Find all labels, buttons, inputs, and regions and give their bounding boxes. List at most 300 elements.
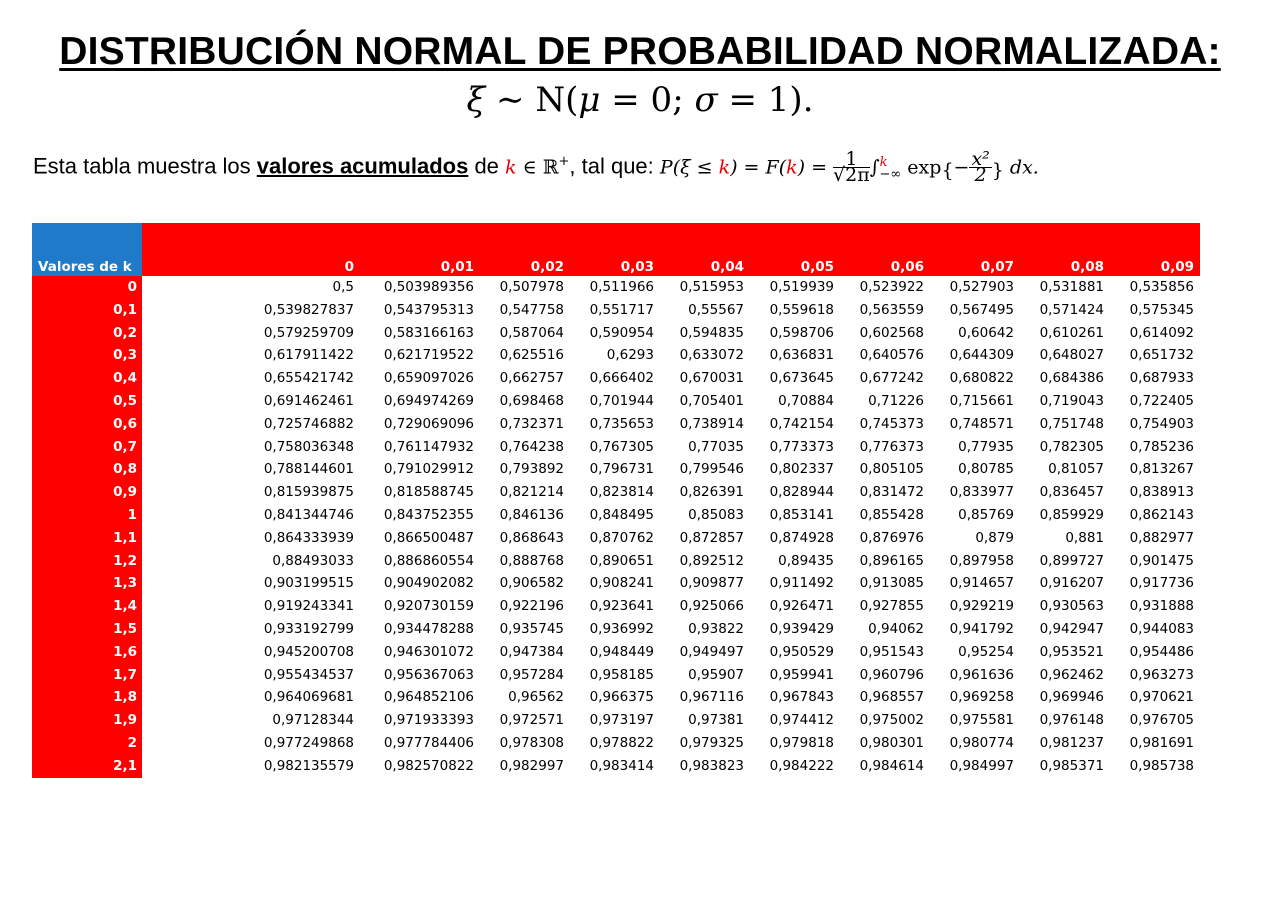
table-cell: 0,843752355	[383, 506, 474, 523]
table-cell: 0,930563	[1039, 598, 1104, 615]
table-cell: 0,927855	[859, 598, 924, 615]
row-header-k: 2,1	[32, 755, 142, 778]
table-row	[32, 344, 1200, 367]
table-cell: 0,957284	[499, 666, 564, 683]
table-cell: 0,94062	[868, 620, 924, 637]
row-header-k: 0,2	[32, 322, 142, 345]
table-cell: 0,911492	[769, 575, 834, 592]
table-cell: 0,964069681	[263, 689, 354, 706]
table-cell: 0,972571	[499, 712, 564, 729]
table-cell: 0,823814	[589, 484, 654, 501]
table-cell: 0,967843	[769, 689, 834, 706]
table-cell: 0,951543	[859, 643, 924, 660]
table-cell: 0,698468	[499, 392, 564, 409]
table-cell: 0,888768	[499, 552, 564, 569]
table-header-row	[32, 223, 1200, 276]
table-cell: 0,948449	[589, 643, 654, 660]
plus-symbol: +	[558, 153, 570, 169]
prob-expression: ) =	[797, 156, 834, 179]
table-cell: 0,975002	[859, 712, 924, 729]
table-cell: 0,95907	[688, 666, 744, 683]
table-cell: 0,971933393	[383, 712, 474, 729]
table-cell: 0,742154	[769, 415, 834, 432]
column-header: 0,04	[660, 223, 750, 276]
table-cell: 0,950529	[769, 643, 834, 660]
table-row	[32, 709, 1200, 732]
row-header-k: 1,8	[32, 686, 142, 709]
table-cell: 0,896165	[859, 552, 924, 569]
minus-sign: −	[953, 156, 970, 179]
table-row	[32, 755, 1200, 778]
table-cell: 0,719043	[1039, 392, 1104, 409]
table-cell: 0,503989356	[383, 279, 474, 295]
table-cell: 0,926471	[769, 598, 834, 615]
table-cell: 0,80785	[958, 461, 1014, 478]
table-cell: 0,868643	[499, 529, 564, 546]
table-cell: 0,583166163	[383, 324, 474, 341]
table-cell: 0,966375	[589, 689, 654, 706]
formula-part: = 1).	[728, 80, 814, 120]
table-cell: 0,539827837	[263, 301, 354, 318]
table-cell: 0,916207	[1039, 575, 1104, 592]
table-row	[32, 504, 1200, 527]
table-row	[32, 732, 1200, 755]
table-cell: 0,519939	[769, 279, 834, 295]
table-cell: 0,922196	[499, 598, 564, 615]
table-cell: 0,979325	[679, 734, 744, 751]
integral-symbol	[870, 155, 902, 182]
integral-sign: ∫	[869, 156, 880, 179]
table-cell: 0,866500487	[383, 529, 474, 546]
table-cell: 0,738914	[679, 415, 744, 432]
table-cell: 0,764238	[499, 438, 564, 455]
table-cell: 0,673645	[769, 370, 834, 387]
table-row	[32, 618, 1200, 641]
fraction-numerator: 1	[833, 152, 870, 168]
table-cell: 0,831472	[859, 484, 924, 501]
table-cell: 0,725746882	[263, 415, 354, 432]
table-cell: 0,920730159	[383, 598, 474, 615]
table-cell: 0,872857	[679, 529, 744, 546]
table-cell: 0,853141	[769, 506, 834, 523]
table-cell: 0,901475	[1129, 552, 1194, 569]
table-row	[32, 550, 1200, 573]
table-cell: 0,754903	[1129, 415, 1194, 432]
row-header-k: 0,7	[32, 436, 142, 459]
table-row	[32, 595, 1200, 618]
table-cell: 0,836457	[1039, 484, 1104, 501]
table-cell: 0,964852106	[383, 689, 474, 706]
row-header-k: 0,6	[32, 413, 142, 436]
table-cell: 0,962462	[1039, 666, 1104, 683]
table-cell: 0,947384	[499, 643, 564, 660]
table-cell: 0,651732	[1129, 347, 1194, 364]
table-cell: 0,949497	[679, 643, 744, 660]
table-cell: 0,77035	[688, 438, 744, 455]
table-cell: 0,983414	[589, 757, 654, 774]
table-cell: 0,826391	[679, 484, 744, 501]
table-row	[32, 664, 1200, 687]
table-cell: 0,97381	[688, 712, 744, 729]
table-cell: 0,77935	[958, 438, 1014, 455]
row-header-k: 2	[32, 732, 142, 755]
column-header: 0,08	[1020, 223, 1110, 276]
table-cell: 0,773373	[769, 438, 834, 455]
table-cell: 0,815939875	[263, 484, 354, 501]
table-cell: 0,859929	[1039, 506, 1104, 523]
table-cell: 0,984222	[769, 757, 834, 774]
table-cell: 0,886860554	[383, 552, 474, 569]
table-cell: 0,982570822	[383, 757, 474, 774]
table-cell: 0,818588745	[383, 484, 474, 501]
table-cell: 0,876976	[859, 529, 924, 546]
row-header-k: 0,9	[32, 481, 142, 504]
fraction-denominator: 2	[974, 164, 987, 186]
table-cell: 0,974412	[769, 712, 834, 729]
table-cell: 0,833977	[949, 484, 1014, 501]
table-cell: 0,981237	[1039, 734, 1104, 751]
table-cell: 0,527903	[949, 279, 1014, 295]
exponent-fraction	[969, 148, 991, 186]
table-cell: 0,939429	[769, 620, 834, 637]
table-body	[32, 276, 1200, 778]
table-cell: 0,977249868	[263, 734, 354, 751]
table-cell: 0,602568	[859, 324, 924, 341]
prob-expression: P(ξ ≤	[659, 156, 719, 179]
table-cell: 0,942947	[1039, 620, 1104, 637]
table-cell: 0,511966	[589, 279, 654, 295]
table-cell: 0,785236	[1129, 438, 1194, 455]
table-cell: 0,897958	[949, 552, 1014, 569]
table-cell: 0,933192799	[263, 620, 354, 637]
table-cell: 0,983823	[679, 757, 744, 774]
table-cell: 0,978308	[499, 734, 564, 751]
prob-expression: ) = F(	[730, 156, 787, 179]
table-cell: 0,715661	[949, 392, 1014, 409]
row-header-k: 1	[32, 504, 142, 527]
column-header: 0,09	[1110, 223, 1200, 276]
table-cell: 0,977784406	[383, 734, 474, 751]
fraction-denominator: √2π	[833, 164, 870, 186]
table-cell: 0,984997	[949, 757, 1014, 774]
table-cell: 0,735653	[589, 415, 654, 432]
table-cell: 0,684386	[1039, 370, 1104, 387]
row-header-k: 1,7	[32, 664, 142, 687]
integral-upper-limit: k	[879, 154, 888, 170]
table-cell: 0,919243341	[263, 598, 354, 615]
table-row	[32, 276, 1200, 299]
table-cell: 0,975581	[949, 712, 1014, 729]
table-cell: 0,85083	[688, 506, 744, 523]
table-cell: 0,870762	[589, 529, 654, 546]
table-cell: 0,96562	[508, 689, 564, 706]
table-cell: 0,848495	[589, 506, 654, 523]
table-cell: 0,968557	[859, 689, 924, 706]
table-cell: 0,979818	[769, 734, 834, 751]
table-cell: 0,621719522	[383, 347, 474, 364]
row-header-k: 0	[32, 276, 142, 299]
table-cell: 0,864333939	[263, 529, 354, 546]
table-cell: 0,575345	[1129, 301, 1194, 318]
table-cell: 0,677242	[859, 370, 924, 387]
table-cell: 0,93822	[688, 620, 744, 637]
table-cell: 0,958185	[589, 666, 654, 683]
table-cell: 0,914657	[949, 575, 1014, 592]
table-cell: 0,81057	[1048, 461, 1104, 478]
table-cell: 0,776373	[859, 438, 924, 455]
k-symbol: k	[786, 156, 798, 179]
table-cell: 0,961636	[949, 666, 1014, 683]
table-cell: 0,917736	[1129, 575, 1194, 592]
desc-text: Esta tabla muestra los	[33, 153, 257, 179]
table-cell: 0,796731	[589, 461, 654, 478]
table-cell: 0,701944	[589, 392, 654, 409]
table-row	[32, 572, 1200, 595]
table-cell: 0,841344746	[263, 506, 354, 523]
table-cell: 0,791029912	[383, 461, 474, 478]
table-cell: 0,670031	[679, 370, 744, 387]
table-cell: 0,729069096	[383, 415, 474, 432]
table-cell: 0,705401	[679, 392, 744, 409]
table-cell: 0,955434537	[263, 666, 354, 683]
table-cell: 0,846136	[499, 506, 564, 523]
table-cell: 0,931888	[1129, 598, 1194, 615]
table-cell: 0,507978	[499, 279, 564, 295]
formula-part: ∼ N(	[496, 80, 579, 120]
table-cell: 0,945200708	[263, 643, 354, 660]
table-cell: 0,892512	[679, 552, 744, 569]
table-cell: 0,694974269	[383, 392, 474, 409]
table-cell: 0,515953	[679, 279, 744, 295]
set-symbol: ∈ ℝ	[516, 156, 559, 179]
distribution-formula	[0, 80, 1280, 120]
table-cell: 0,882977	[1129, 529, 1194, 546]
table-cell: 0,956367063	[383, 666, 474, 683]
column-header: 0	[142, 223, 360, 276]
desc-text: de	[468, 153, 506, 179]
table-cell: 0,904902082	[383, 575, 474, 592]
column-header: 0,03	[570, 223, 660, 276]
table-cell: 0,531881	[1039, 279, 1104, 295]
row-header-k: 0,3	[32, 344, 142, 367]
table-cell: 0,981691	[1129, 734, 1194, 751]
table-cell: 0,963273	[1129, 666, 1194, 683]
row-header-k: 1,6	[32, 641, 142, 664]
table-cell: 0,547758	[499, 301, 564, 318]
xi-symbol: ξ	[466, 80, 486, 120]
row-header-k: 1,1	[32, 527, 142, 550]
table-cell: 0,879	[975, 529, 1014, 546]
table-cell: 0,640576	[859, 347, 924, 364]
table-cell: 0,636831	[769, 347, 834, 364]
table-cell: 0,908241	[589, 575, 654, 592]
table-cell: 0,805105	[859, 461, 924, 478]
table-cell: 0,976148	[1039, 712, 1104, 729]
table-cell: 0,982997	[499, 757, 564, 774]
table-cell: 0,761147932	[383, 438, 474, 455]
table-cell: 0,980774	[949, 734, 1014, 751]
table-cell: 0,732371	[499, 415, 564, 432]
table-cell: 0,793892	[499, 461, 564, 478]
table-cell: 0,903199515	[263, 575, 354, 592]
table-cell: 0,978822	[589, 734, 654, 751]
table-cell: 0,934478288	[383, 620, 474, 637]
table-row	[32, 481, 1200, 504]
table-cell: 0,95254	[958, 643, 1014, 660]
table-cell: 0,543795313	[383, 301, 474, 318]
table-cell: 0,828944	[769, 484, 834, 501]
row-header-k: 1,9	[32, 709, 142, 732]
table-cell: 0,691462461	[263, 392, 354, 409]
brace-close: }	[991, 159, 1004, 182]
corner-label: Valores de k	[32, 223, 142, 276]
row-header-k: 1,5	[32, 618, 142, 641]
table-cell: 0,862143	[1129, 506, 1194, 523]
table-row	[32, 458, 1200, 481]
table-cell: 0,970621	[1129, 689, 1194, 706]
table-cell: 0,687933	[1129, 370, 1194, 387]
table-cell: 0,767305	[589, 438, 654, 455]
table-cell: 0,590954	[589, 324, 654, 341]
table-cell: 0,579259709	[263, 324, 354, 341]
table-row	[32, 686, 1200, 709]
table-cell: 0,973197	[589, 712, 654, 729]
table-cell: 0,748571	[949, 415, 1014, 432]
row-header-k: 0,5	[32, 390, 142, 413]
table-row	[32, 390, 1200, 413]
table-cell: 0,782305	[1039, 438, 1104, 455]
row-header-k: 1,4	[32, 595, 142, 618]
table-cell: 0,5	[332, 279, 354, 295]
table-description	[33, 148, 1263, 186]
table-cell: 0,967116	[679, 689, 744, 706]
row-header-k: 0,4	[32, 367, 142, 390]
table-cell: 0,969946	[1039, 689, 1104, 706]
sigma-symbol: σ	[694, 80, 718, 120]
table-cell: 0,60642	[958, 324, 1014, 341]
table-cell: 0,648027	[1039, 347, 1104, 364]
table-cell: 0,953521	[1039, 643, 1104, 660]
table-cell: 0,985738	[1129, 757, 1194, 774]
table-cell: 0,85769	[958, 506, 1014, 523]
table-cell: 0,655421742	[263, 370, 354, 387]
fraction-numerator: x²	[971, 148, 990, 170]
table-cell: 0,936992	[589, 620, 654, 637]
table-cell: 0,799546	[679, 461, 744, 478]
table-cell: 0,722405	[1129, 392, 1194, 409]
table-cell: 0,899727	[1039, 552, 1104, 569]
row-header-k: 1,2	[32, 550, 142, 573]
table-row	[32, 367, 1200, 390]
table-cell: 0,587064	[499, 324, 564, 341]
table-cell: 0,906582	[499, 575, 564, 592]
desc-text: , tal que:	[569, 153, 660, 179]
table-cell: 0,874928	[769, 529, 834, 546]
table-cell: 0,944083	[1129, 620, 1194, 637]
table-cell: 0,662757	[499, 370, 564, 387]
table-cell: 0,855428	[859, 506, 924, 523]
normalization-fraction	[833, 148, 870, 186]
table-cell: 0,610261	[1039, 324, 1104, 341]
table-cell: 0,946301072	[383, 643, 474, 660]
table-cell: 0,89435	[778, 552, 834, 569]
normal-distribution-table	[32, 223, 1200, 778]
row-header-k: 1,3	[32, 572, 142, 595]
table-cell: 0,813267	[1129, 461, 1194, 478]
differential: dx.	[1003, 156, 1039, 179]
table-cell: 0,563559	[859, 301, 924, 318]
table-cell: 0,758036348	[263, 438, 354, 455]
table-cell: 0,571424	[1039, 301, 1104, 318]
table-cell: 0,821214	[499, 484, 564, 501]
table-cell: 0,559618	[769, 301, 834, 318]
table-cell: 0,954486	[1129, 643, 1194, 660]
table-cell: 0,567495	[949, 301, 1014, 318]
table-cell: 0,969258	[949, 689, 1014, 706]
table-cell: 0,598706	[769, 324, 834, 341]
table-cell: 0,97128344	[272, 712, 354, 729]
table-cell: 0,802337	[769, 461, 834, 478]
formula-part: = 0;	[611, 80, 684, 120]
table-cell: 0,959941	[769, 666, 834, 683]
table-row	[32, 299, 1200, 322]
row-header-k: 0,1	[32, 299, 142, 322]
k-symbol: k	[718, 156, 731, 179]
table-cell: 0,960796	[859, 666, 924, 683]
table-cell: 0,614092	[1129, 324, 1194, 341]
table-cell: 0,551717	[589, 301, 654, 318]
table-cell: 0,788144601	[263, 461, 354, 478]
table-cell: 0,625516	[499, 347, 564, 364]
table-row	[32, 527, 1200, 550]
table-cell: 0,617911422	[263, 347, 354, 364]
column-header: 0,05	[750, 223, 840, 276]
table-cell: 0,535856	[1129, 279, 1194, 295]
table-row	[32, 436, 1200, 459]
table-cell: 0,982135579	[263, 757, 354, 774]
table-cell: 0,881	[1065, 529, 1104, 546]
integral-lower-limit: −∞	[879, 167, 902, 183]
table-cell: 0,929219	[949, 598, 1014, 615]
table-row	[32, 413, 1200, 436]
table-cell: 0,925066	[679, 598, 744, 615]
table-cell: 0,88493033	[272, 552, 354, 569]
table-cell: 0,751748	[1039, 415, 1104, 432]
table-cell: 0,985371	[1039, 757, 1104, 774]
table-cell: 0,909877	[679, 575, 744, 592]
table-cell: 0,70884	[778, 392, 834, 409]
table-cell: 0,523922	[859, 279, 924, 295]
desc-emphasis: valores acumulados	[256, 153, 469, 179]
table-cell: 0,633072	[679, 347, 744, 364]
table-cell: 0,666402	[589, 370, 654, 387]
mu-symbol: μ	[578, 80, 601, 120]
table-cell: 0,923641	[589, 598, 654, 615]
table-cell: 0,71226	[868, 392, 924, 409]
table-cell: 0,935745	[499, 620, 564, 637]
table-cell: 0,984614	[859, 757, 924, 774]
brace-open: {	[941, 159, 954, 182]
table-cell: 0,913085	[859, 575, 924, 592]
table-cell: 0,680822	[949, 370, 1014, 387]
table-cell: 0,6293	[606, 347, 654, 364]
table-cell: 0,55567	[688, 301, 744, 318]
table-cell: 0,644309	[949, 347, 1014, 364]
table-cell: 0,976705	[1129, 712, 1194, 729]
page-title: DISTRIBUCIÓN NORMAL DE PROBABILIDAD NORMALIZADA:	[59, 30, 1221, 73]
column-header: 0,01	[360, 223, 480, 276]
k-symbol: k	[505, 156, 517, 179]
